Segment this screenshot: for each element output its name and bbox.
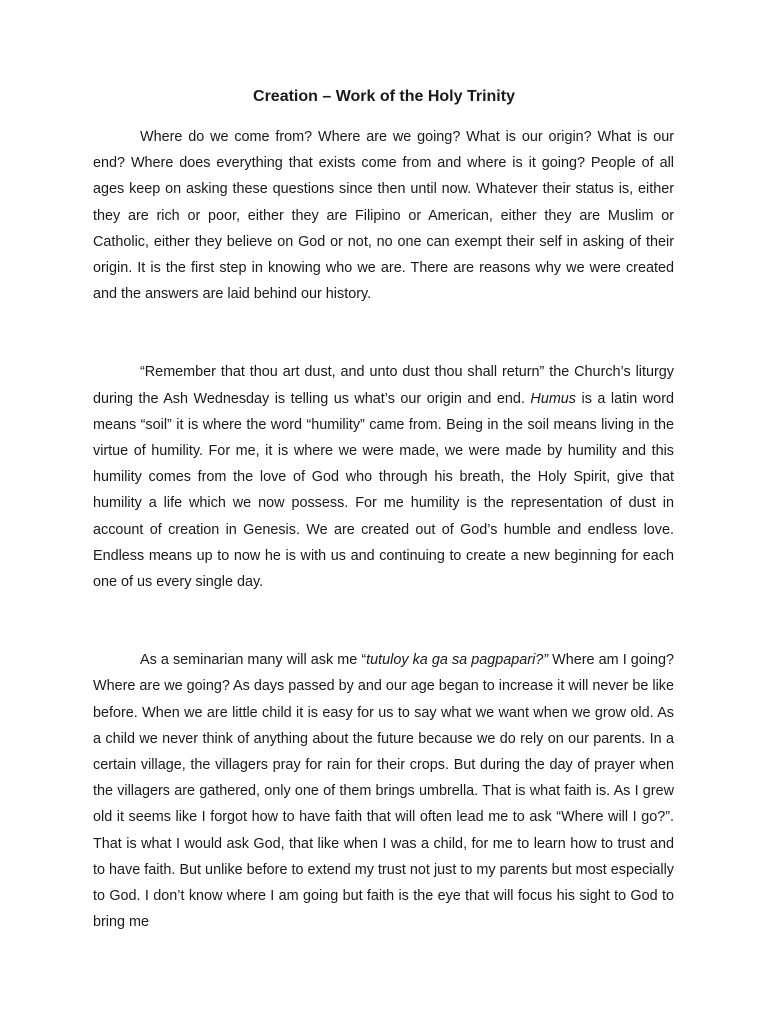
paragraph-seminarian-faith xyxy=(93,647,674,935)
paragraph-text: is a latin word means “soil” it is where the word “humility” came from. Being in the soil means living in the virtue of humility. For me, it is where we were made, we were made by humility and this humility comes from the love of God who through his breath, the Holy Spirit, give that humility a life which we now possess. For me humility is the representation of dust in account of creation in Genesis. We are created out of God’s humble and endless love. Endless means up to now he is with us and continuing to create a new beginning for each one of us every single day. xyxy=(93,390,674,591)
document-body xyxy=(93,124,674,935)
paragraph-text: As a seminarian many will ask me “ xyxy=(140,652,367,669)
latin-term-humus: Humus xyxy=(530,390,577,407)
paragraph-origin-questions xyxy=(93,124,674,307)
paragraph-dust-humility xyxy=(93,359,674,595)
document-title: Creation – Work of the Holy Trinity xyxy=(253,88,515,105)
paragraph-text: Where am I going? Where are we going? As days passed by and our age began to increase it will never be like before. When we are little child it is easy for us to say what we want when we grow old. As a child we never think of anything about the future because we do rely on our parents. In a certain village, the villagers pray for rain for their crops. But during the day of prayer when the villagers are gathered, only one of them brings umbrella. That is what faith is. As I grew old it seems like I forgot how to have faith that will often lead me to ask “Where will I go?”. That is what I would ask God, that like when I was a child, for me to learn how to trust and to have faith. But unlike before to extend my trust not just to my parents but most especially to God. I don’t know where I am going but faith is the eye that will focus his sight to God to bring me xyxy=(93,652,674,931)
tagalog-quote: tutuloy ka ga sa pagpapari?” xyxy=(366,652,549,669)
paragraph-text: “Remember that thou art dust, and unto dust thou shall return” the Church’s liturgy during the Ash Wednesday is telling us what’s our origin and end. xyxy=(93,364,674,407)
paragraph-text: Where do we come from? Where are we going? What is our origin? What is our end? Where does everything that exists come from and where is it going? People of all ages keep on asking these questions since then until now. Whatever their status is, either they are rich or poor, either they are Filipino or American, either they are Muslim or Catholic, either they believe on God or not, no one can exempt their self in asking of their origin. It is the first step in knowing who we are. There are reasons why we were created and the answers are laid behind our history. xyxy=(93,129,674,303)
